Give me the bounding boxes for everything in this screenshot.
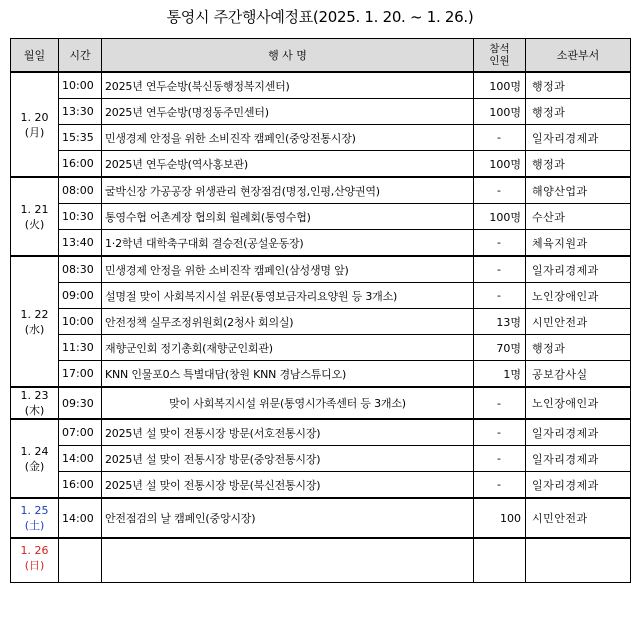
event-cell: 2025년 설 맞이 전통시장 방문(북신전통시장) <box>102 472 474 499</box>
event-cell: 2025년 연두순방(역사홍보관) <box>102 151 474 178</box>
attendees-cell: - <box>474 387 526 419</box>
schedule-row <box>11 72 631 99</box>
date-cell <box>11 538 59 582</box>
date-cell <box>11 498 59 538</box>
schedule-row <box>11 256 631 283</box>
attendees-cell: 13명 <box>474 309 526 335</box>
dept-cell: 행정과 <box>526 99 631 125</box>
schedule-row <box>11 204 631 230</box>
dept-cell: 일자리경제과 <box>526 125 631 151</box>
event-cell: 재향군인회 정기총회(재향군인회관) <box>102 335 474 361</box>
time-cell <box>59 538 102 582</box>
event-cell: 설명절 맞이 사회복지시설 위문(통영보금자리요양원 등 3개소) <box>102 283 474 309</box>
time-cell: 17:00 <box>59 361 102 388</box>
dept-cell: 공보감사실 <box>526 361 631 388</box>
event-cell: 맞이 사회복지시설 위문(통영시가족센터 등 3개소) <box>102 387 474 419</box>
dept-cell: 시민안전과 <box>526 309 631 335</box>
schedule-row <box>11 125 631 151</box>
attendees-cell: 100명 <box>474 204 526 230</box>
time-cell: 13:40 <box>59 230 102 257</box>
schedule-row <box>11 335 631 361</box>
time-cell: 14:00 <box>59 446 102 472</box>
time-cell: 10:30 <box>59 204 102 230</box>
attendees-cell: - <box>474 419 526 446</box>
dept-cell: 수산과 <box>526 204 631 230</box>
schedule-row <box>11 230 631 257</box>
dept-cell: 체육지원과 <box>526 230 631 257</box>
time-cell: 16:00 <box>59 151 102 178</box>
attendees-cell: - <box>474 446 526 472</box>
header-date: 월일 <box>11 39 59 73</box>
attendees-cell: - <box>474 230 526 257</box>
date-label: 1. 21 <box>20 202 49 216</box>
time-cell: 07:00 <box>59 419 102 446</box>
schedule-row <box>11 419 631 446</box>
weekday-label: (木) <box>24 404 45 417</box>
time-cell: 13:30 <box>59 99 102 125</box>
date-label: 1. 23 <box>20 389 49 402</box>
page-title: 통영시 주간행사예정표(2025. 1. 20. ~ 1. 26.) <box>166 8 474 26</box>
time-cell: 10:00 <box>59 72 102 99</box>
date-cell <box>11 256 59 387</box>
date-label: 1. 20 <box>20 110 49 124</box>
dept-cell <box>526 538 631 582</box>
event-cell: 2025년 연두순방(북신동행정복지센터) <box>102 72 474 99</box>
header-attendees: 참석 인원 <box>474 39 526 73</box>
attendees-cell: 1명 <box>474 361 526 388</box>
dept-cell: 행정과 <box>526 72 631 99</box>
header-row <box>11 39 631 73</box>
attendees-cell <box>474 538 526 582</box>
attendees-cell: - <box>474 177 526 204</box>
date-cell <box>11 419 59 498</box>
date-cell <box>11 72 59 177</box>
event-cell: 민생경제 안정을 위한 소비진작 캠페인(중앙전통시장) <box>102 125 474 151</box>
dept-cell: 일자리경제과 <box>526 472 631 499</box>
attendees-cell: 70명 <box>474 335 526 361</box>
header-time: 시간 <box>59 39 102 73</box>
schedule-row <box>11 387 631 419</box>
attendees-cell: - <box>474 256 526 283</box>
attendees-cell: 100명 <box>474 72 526 99</box>
schedule-row <box>11 99 631 125</box>
schedule-row <box>11 472 631 499</box>
schedule-body <box>11 72 631 582</box>
dept-cell: 일자리경제과 <box>526 446 631 472</box>
weekly-schedule-table <box>10 38 631 583</box>
time-cell: 08:00 <box>59 177 102 204</box>
time-cell: 11:30 <box>59 335 102 361</box>
date-label: 1. 26 <box>20 544 49 557</box>
date-label: 1. 22 <box>20 307 49 321</box>
weekday-label: (金) <box>24 459 45 473</box>
date-label: 1. 25 <box>20 504 49 517</box>
dept-cell: 노인장애인과 <box>526 283 631 309</box>
dept-cell: 시민안전과 <box>526 498 631 538</box>
time-cell: 09:00 <box>59 283 102 309</box>
event-cell: 2025년 연두순방(명정동주민센터) <box>102 99 474 125</box>
event-cell: 2025년 설 맞이 전통시장 방문(중앙전통시장) <box>102 446 474 472</box>
dept-cell: 일자리경제과 <box>526 419 631 446</box>
event-cell: 안전점검의 날 캠페인(중앙시장) <box>102 498 474 538</box>
date-label: 1. 24 <box>20 444 49 458</box>
weekday-label: (月) <box>24 125 45 139</box>
event-cell: 1·2학년 대학축구대회 결승전(공설운동장) <box>102 230 474 257</box>
attendees-cell: - <box>474 125 526 151</box>
dept-cell: 해양산업과 <box>526 177 631 204</box>
schedule-row <box>11 309 631 335</box>
event-cell: KNN 인물포0스 특별대담(창원 KNN 경남스튜디오) <box>102 361 474 388</box>
time-cell: 15:35 <box>59 125 102 151</box>
event-cell: 통영수협 어촌계장 협의회 월례회(통영수협) <box>102 204 474 230</box>
schedule-row <box>11 177 631 204</box>
event-cell: 민생경제 안정을 위한 소비진작 캠페인(삼성생명 앞) <box>102 256 474 283</box>
dept-cell: 노인장애인과 <box>526 387 631 419</box>
event-cell: 안전정책 실무조정위원회(2청사 회의실) <box>102 309 474 335</box>
schedule-row <box>11 283 631 309</box>
time-cell: 09:30 <box>59 387 102 419</box>
schedule-row <box>11 151 631 178</box>
header-dept: 소관부서 <box>526 39 631 73</box>
attendees-cell: - <box>474 472 526 499</box>
attendees-cell: 100명 <box>474 151 526 178</box>
event-cell <box>102 538 474 582</box>
attendees-cell: 100 <box>474 498 526 538</box>
event-cell: 2025년 설 맞이 전통시장 방문(서호전통시장) <box>102 419 474 446</box>
attendees-cell: - <box>474 283 526 309</box>
header-event: 행 사 명 <box>102 39 474 73</box>
weekday-label: (火) <box>24 217 45 231</box>
weekday-label: (水) <box>24 322 45 336</box>
time-cell: 16:00 <box>59 472 102 499</box>
schedule-row <box>11 361 631 388</box>
schedule-row <box>11 446 631 472</box>
event-cell: 굴박신장 가공공장 위생관리 현장점검(명정,인평,산양권역) <box>102 177 474 204</box>
weekday-label: (土) <box>24 519 45 532</box>
date-cell <box>11 387 59 419</box>
time-cell: 14:00 <box>59 498 102 538</box>
weekday-label: (日) <box>24 559 45 572</box>
attendees-cell: 100명 <box>474 99 526 125</box>
schedule-row <box>11 538 631 582</box>
date-cell <box>11 177 59 256</box>
dept-cell: 행정과 <box>526 335 631 361</box>
dept-cell: 일자리경제과 <box>526 256 631 283</box>
schedule-row <box>11 498 631 538</box>
time-cell: 10:00 <box>59 309 102 335</box>
dept-cell: 행정과 <box>526 151 631 178</box>
time-cell: 08:30 <box>59 256 102 283</box>
